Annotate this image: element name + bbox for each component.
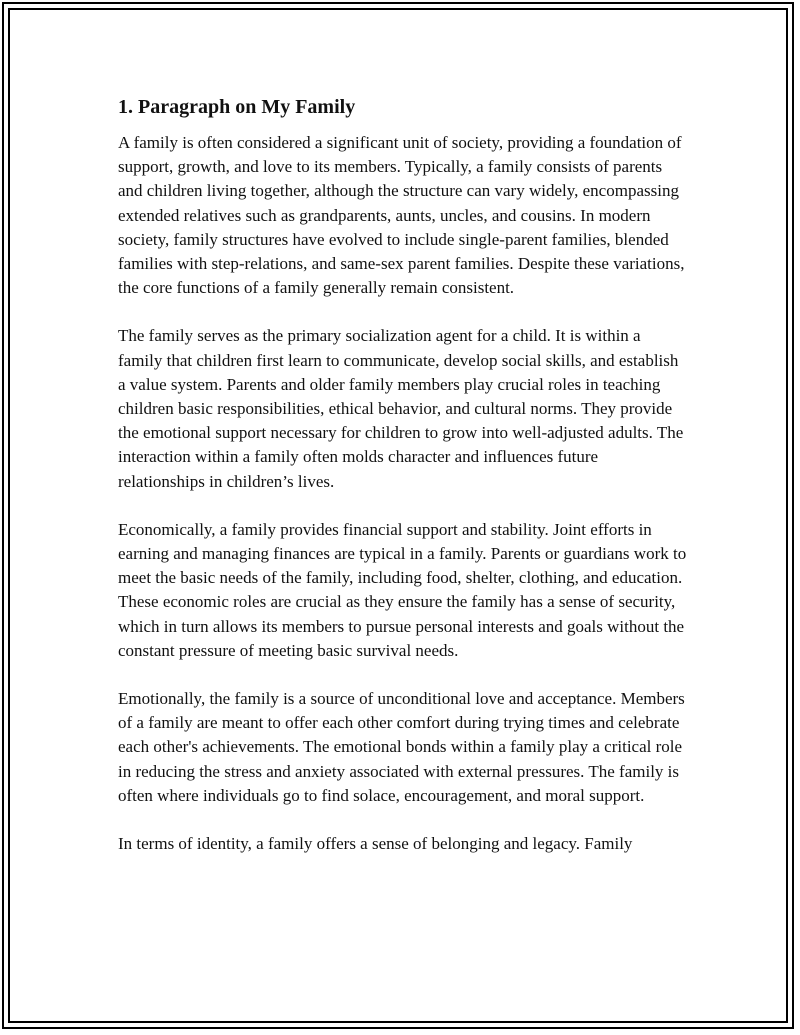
paragraph-socialization: The family serves as the primary socialization agent for a child. It is within a family that children first learn to communicate, develop social skills, and establish a value system. Parents and older family members play crucial roles in teaching children basic responsibilities, ethical behavior, and cultural norms. They provide the emotional support necessary for children to grow into well-adjusted adults. The interaction within a family often molds character and influences future relationships in children’s lives. xyxy=(118,326,684,491)
document-heading: 1. Paragraph on My Family xyxy=(118,96,356,118)
paragraph-family-unit: A family is often considered a significant unit of society, providing a foundation of support, growth, and love to its members. Typically, a family consists of parents and children living together, although the structure can vary widely, encompassing extended relatives such as grandparents, aunts, uncles, and cousins. In modern society, family structures have evolved to include single-parent families, blended families with step-relations, and same-sex parent families. Despite these variations, the core functions of a family generally remain consistent. xyxy=(118,133,685,298)
paragraph-emotional: Emotionally, the family is a source of unconditional love and acceptance. Members of a family are meant to offer each other comfort during trying times and celebrate each other's achievements. The emotional bonds within a family play a critical role in reducing the stress and anxiety associated with external pressures. The family is often where individuals go to find solace, encouragement, and moral support. xyxy=(118,689,685,805)
paragraph-identity: In terms of identity, a family offers a sense of belonging and legacy. Family xyxy=(118,834,633,854)
document-body xyxy=(118,93,688,880)
paragraph-economic: Economically, a family provides financial support and stability. Joint efforts in earning and managing finances are typical in a family. Parents or guardians work to meet the basic needs of the family, including food, shelter, clothing, and education. These economic roles are crucial as they ensure the family has a sense of security, which in turn allows its members to pursue personal interests and goals without the constant pressure of meeting basic survival needs. xyxy=(118,519,687,660)
